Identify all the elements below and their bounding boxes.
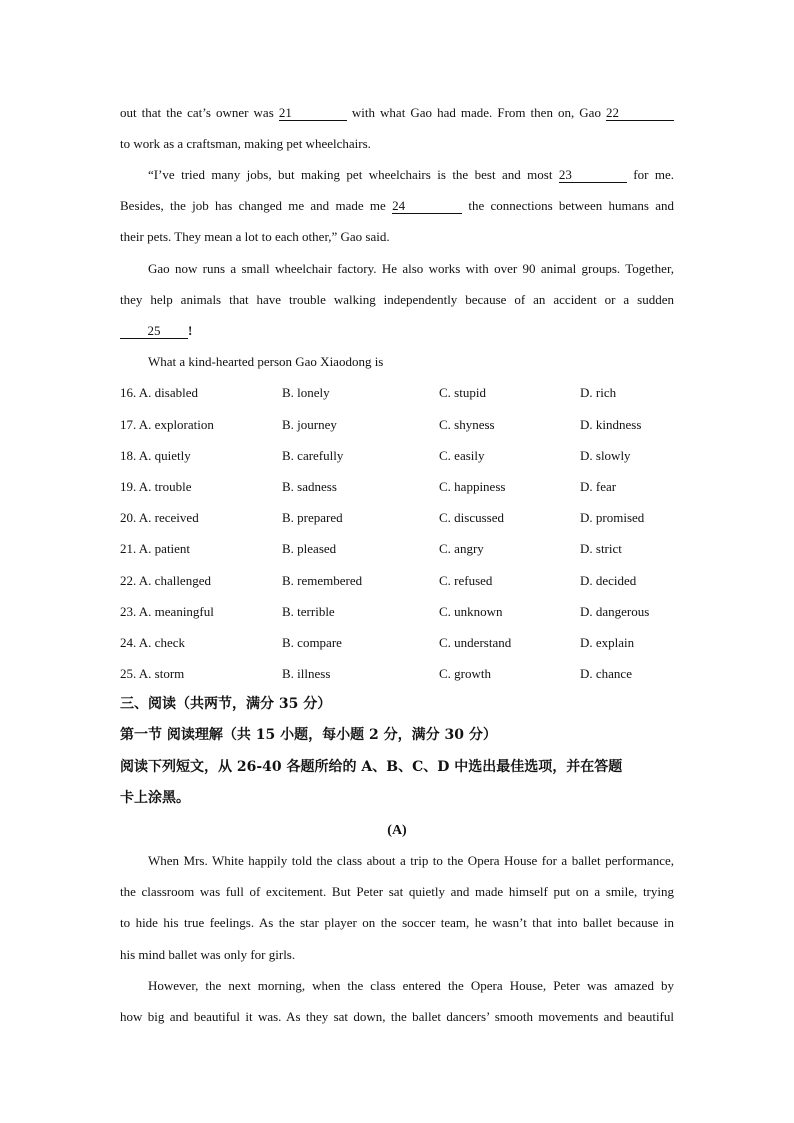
passage-text: for me. — [626, 167, 675, 182]
option-c: C. understand — [439, 635, 512, 650]
option-d: D. slowly — [580, 448, 631, 463]
passage-line-8 — [120, 322, 674, 340]
option-d: D. promised — [580, 510, 645, 525]
option-b: B. journey — [282, 417, 337, 432]
blank-23: 23 — [559, 168, 627, 183]
option-a: 25. A. storm — [120, 666, 185, 681]
passage-line-4 — [120, 197, 674, 215]
reading-line-4: his mind ballet was only for girls. — [120, 947, 296, 962]
reading-line-6: how big and beautiful it was. As they sat down, the ballet dancers’ smooth movements and beautiful — [120, 1009, 674, 1024]
option-c: C. discussed — [439, 510, 504, 525]
option-d: D. rich — [580, 385, 617, 400]
option-d: D. fear — [580, 479, 617, 494]
options-row — [120, 478, 680, 496]
option-d: D. decided — [580, 573, 637, 588]
option-b: B. lonely — [282, 385, 330, 400]
options-row — [120, 572, 680, 590]
option-b: B. remembered — [282, 573, 363, 588]
passage-line-7: they help animals that have trouble walking independently because of an accident or a sudden — [120, 292, 674, 307]
option-b: B. pleased — [282, 541, 337, 556]
passage-title: (A) — [387, 823, 407, 838]
passage-text: with what Gao had made. From then on, Gao — [346, 105, 606, 120]
option-b: B. illness — [282, 666, 331, 681]
option-d: D. kindness — [580, 417, 642, 432]
passage-text: the connections between humans and — [462, 198, 674, 213]
reading-line-2: the classroom was full of excitement. But Peter sat quietly and made himself put on a smile, trying — [120, 884, 674, 899]
reading-line-1: When Mrs. White happily told the class about a trip to the Opera House for a ballet performance, — [148, 853, 674, 868]
option-c: C. growth — [439, 666, 491, 681]
instructions-line-2: 卡上涂黑。 — [120, 790, 190, 806]
option-d: D. explain — [580, 635, 635, 650]
blank-21: 21 — [279, 106, 347, 121]
option-c: C. stupid — [439, 385, 486, 400]
option-c: C. refused — [439, 573, 493, 588]
option-a: 21. A. patient — [120, 541, 191, 556]
options-row — [120, 384, 680, 402]
options-row — [120, 447, 680, 465]
options-row — [120, 603, 680, 621]
option-c: C. happiness — [439, 479, 506, 494]
instructions-line-1: 阅读下列短文，从 26-40 各题所给的 A、B、C、D 中选出最佳选项，并在答题 — [120, 759, 623, 775]
passage-line-3 — [148, 166, 674, 184]
passage-text: “I’ve tried many jobs, but making pet wheelchairs is the best and most — [148, 167, 559, 182]
option-b: B. carefully — [282, 448, 344, 463]
option-a: 19. A. trouble — [120, 479, 192, 494]
subsection-heading: 第一节 阅读理解（共 15 小题，每小题 2 分，满分 30 分） — [120, 727, 497, 743]
passage-text: Besides, the job has changed me and made me — [120, 198, 393, 213]
options-row — [120, 416, 680, 434]
option-b: B. prepared — [282, 510, 343, 525]
option-a: 18. A. quietly — [120, 448, 191, 463]
option-b: B. terrible — [282, 604, 335, 619]
passage-line-9: What a kind-hearted person Gao Xiaodong is — [148, 354, 384, 369]
option-d: D. dangerous — [580, 604, 650, 619]
passage-text: out that the cat’s owner was — [120, 105, 279, 120]
option-c: C. angry — [439, 541, 484, 556]
blank-22: 22 — [606, 106, 674, 121]
passage-line-6: Gao now runs a small wheelchair factory. He also works with over 90 animal groups. Together, — [148, 261, 674, 276]
options-row — [120, 540, 680, 558]
passage-line-5: their pets. They mean a lot to each other,” Gao said. — [120, 229, 390, 244]
option-c: C. unknown — [439, 604, 503, 619]
option-a: 23. A. meaningful — [120, 604, 214, 619]
section-heading: 三、阅读（共两节，满分 35 分） — [120, 696, 332, 712]
reading-line-5: However, the next morning, when the class entered the Opera House, Peter was amazed by — [148, 978, 674, 993]
passage-line-2: to work as a craftsman, making pet wheelchairs. — [120, 136, 371, 151]
option-d: D. strict — [580, 541, 622, 556]
passage-text: ! — [188, 323, 193, 338]
blank-25: 25 — [120, 324, 188, 339]
option-a: 24. A. check — [120, 635, 185, 650]
option-d: D. chance — [580, 666, 632, 681]
option-a: 17. A. exploration — [120, 417, 214, 432]
option-c: C. easily — [439, 448, 485, 463]
options-row — [120, 665, 680, 683]
option-c: C. shyness — [439, 417, 495, 432]
option-a: 22. A. challenged — [120, 573, 211, 588]
option-b: B. compare — [282, 635, 342, 650]
reading-line-3: to hide his true feelings. As the star player on the soccer team, he wasn’t that into ballet because in — [120, 915, 674, 930]
option-b: B. sadness — [282, 479, 337, 494]
blank-24: 24 — [392, 199, 462, 214]
option-a: 20. A. received — [120, 510, 199, 525]
options-row — [120, 509, 680, 527]
options-row — [120, 634, 680, 652]
passage-line-1 — [120, 104, 674, 122]
option-a: 16. A. disabled — [120, 385, 198, 400]
